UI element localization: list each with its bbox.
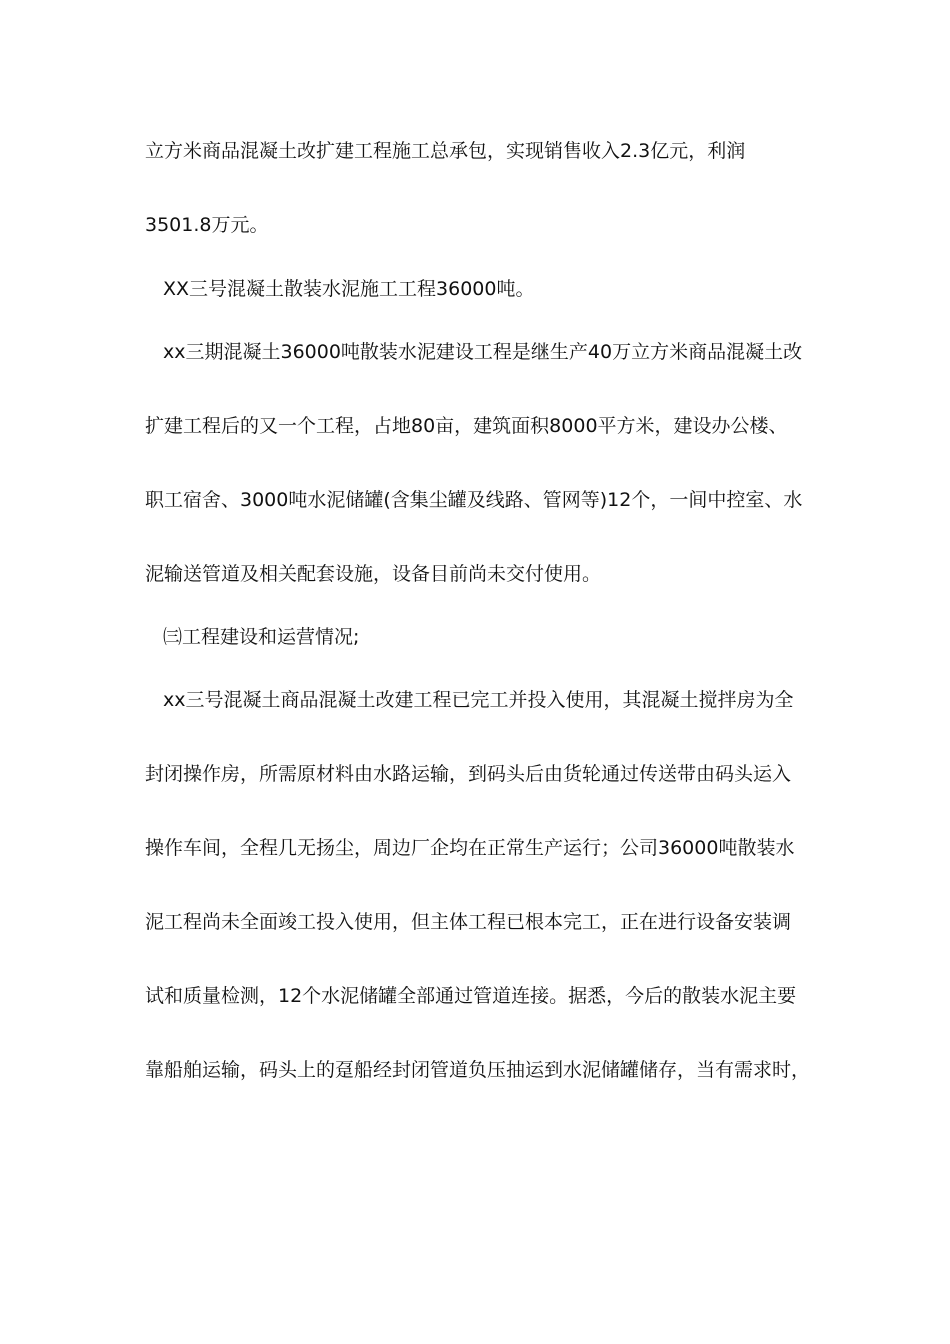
text-line-9: xx三号混凝土商品混凝土改建工程已完工并投入使用，其混凝土搅拌房为全 <box>163 689 794 711</box>
text-line-2: 3501.8万元。 <box>145 214 269 236</box>
text-line-1: 立方米商品混凝土改扩建工程施工总承包，实现销售收入2.3亿元，利润 <box>145 140 746 162</box>
text-line-12: 泥工程尚未全面竣工投入使用，但主体工程已根本完工，正在进行设备安装调 <box>145 911 792 933</box>
text-line-7: 泥输送管道及相关配套设施，设备目前尚未交付使用。 <box>145 563 602 585</box>
text-line-13: 试和质量检测，12个水泥储罐全部通过管道连接。据悉，今后的散装水泥主要 <box>145 985 797 1007</box>
text-line-4: xx三期混凝土36000吨散装水泥建设工程是继生产40万立方米商品混凝土改 <box>163 341 803 363</box>
text-line-11: 操作车间，全程几无扬尘，周边厂企均在正常生产运行；公司36000吨散装水 <box>145 837 795 859</box>
text-line-10: 封闭操作房，所需原材料由水路运输，到码头后由货轮通过传送带由码头运入 <box>145 763 792 785</box>
text-line-5: 扩建工程后的又一个工程，占地80亩，建筑面积8000平方米，建设办公楼、 <box>145 415 788 437</box>
text-line-8: ㈢工程建设和运营情况; <box>163 626 360 648</box>
text-line-6: 职工宿舍、3000吨水泥储罐(含集尘罐及线路、管网等)12个，一间中控室、水 <box>145 489 803 511</box>
text-line-14: 靠船舶运输，码头上的趸船经封闭管道负压抽运到水泥储罐储存，当有需求时， <box>145 1059 811 1081</box>
text-line-3: XX三号混凝土散装水泥施工工程36000吨。 <box>163 278 535 300</box>
